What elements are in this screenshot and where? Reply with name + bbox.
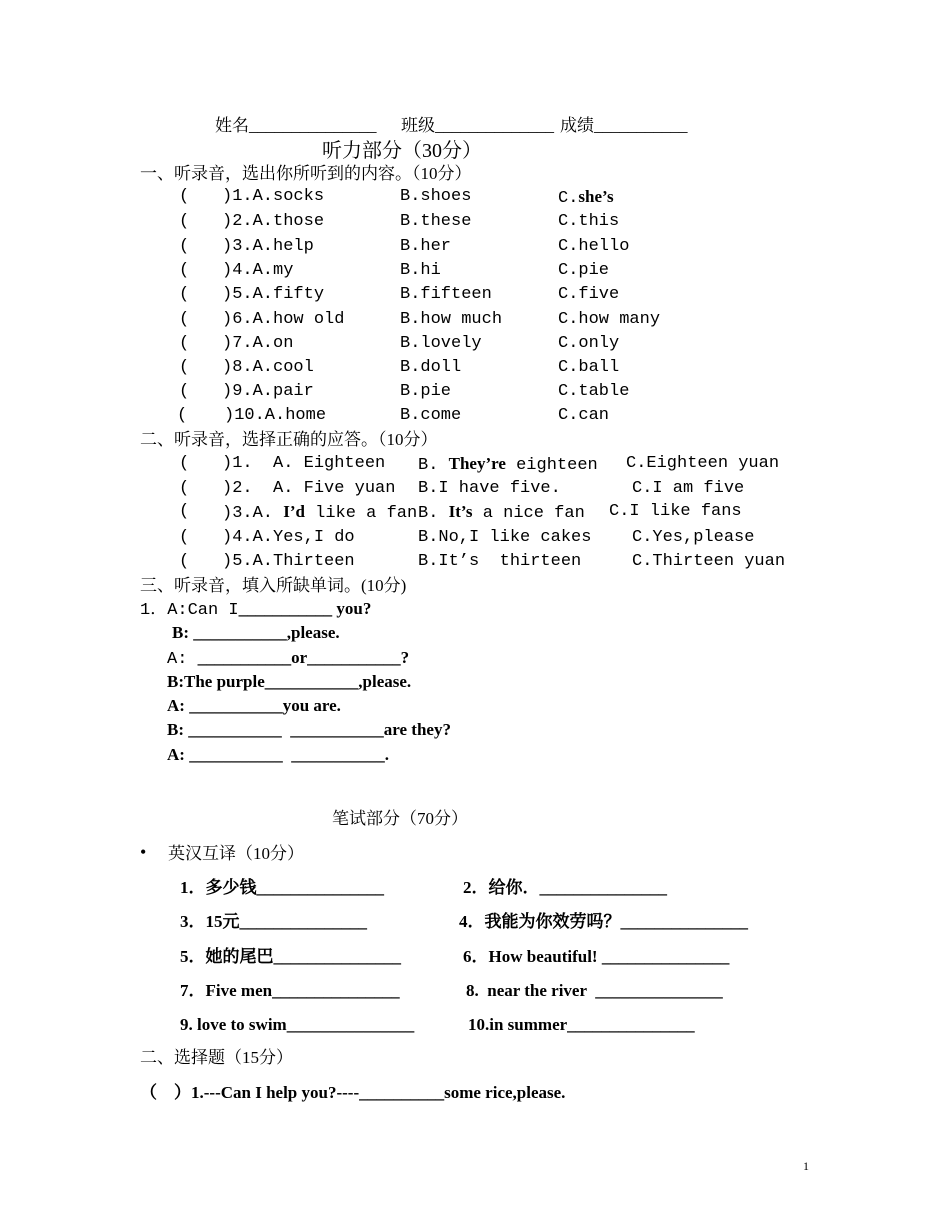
part1-q7-option-c: C.only [558,334,620,353]
part1-q1-option-a: )1.A.socks [222,187,325,206]
part1-q1-option-b: B.shoes [400,187,472,206]
translate-item-1: 1．多少钱_______________ [180,878,384,897]
part1-heading: 一、听录音，选出你所听到的内容。（10分） [140,164,472,183]
part2-q5-option-a: )5.A.Thirteen [222,552,355,571]
part2-q5-option-b: B.It’s thirteen [418,552,582,571]
part1-q2-paren: ( [179,212,190,231]
part2-q1-paren: ( [179,454,190,473]
part3-heading: 三、听录音，填入所缺单词。(10分) [140,576,407,595]
part1-q10-option-b: B.come [400,406,462,425]
part3-line-2: B: ___________,please. [172,623,340,642]
part3-line-4: B:The purple___________,please. [167,672,412,691]
part2-q2-option-a: )2. A. Five yuan [222,479,396,498]
part1-q9-option-a: )9.A.pair [222,382,314,401]
written-section-title: 笔试部分（70分） [332,809,468,828]
part1-q8-option-b: B.doll [400,358,462,377]
part2-q4-option-c: C.Yes,please [632,528,755,547]
part1-q1-paren: ( [179,187,190,206]
part2-heading: 二、听录音，选择正确的应答。（10分） [140,430,438,449]
part2-q1-option-b: B. They’re eighteen [418,454,598,475]
part1-q3-option-a: )3.A.help [222,237,314,256]
score-field-label: 成绩___________ [560,116,688,135]
part1-q5-option-a: )5.A.fifty [222,285,325,304]
part2-q5-paren: ( [179,552,190,571]
part1-q4-option-b: B.hi [400,261,441,280]
part2-q4-option-b: B.No,I like cakes [418,528,592,547]
bullet-icon: • [140,842,147,862]
translate-item-7: 7．Five men_______________ [180,981,400,1000]
part1-q6-option-b: B.how much [400,310,503,329]
part1-q3-option-b: B.her [400,237,452,256]
part1-q10-option-a: )10.A.home [224,406,327,425]
translate-item-8: 8. near the river _______________ [466,981,723,1000]
part2-q3-option-b: B. It’s a nice fan [418,502,585,523]
part2-q4-option-a: )4.A.Yes,I do [222,528,355,547]
part1-q10-paren: ( [177,406,188,425]
translate-item-4: 4．我能为你效劳吗？_______________ [459,912,748,931]
translate-item-5: 5．她的尾巴_______________ [180,947,401,966]
translate-heading: 英汉互译（10分） [168,844,304,863]
part2-q3-option-a: )3.A. I’d like a fan [222,502,418,523]
part3-line-6: B: ___________ ___________are they? [167,720,451,739]
part2-q5-option-c: C.Thirteen yuan [632,552,786,571]
part1-q5-option-c: C.five [558,285,620,304]
translate-item-3: 3．15元_______________ [180,912,367,931]
translate-item-2: 2．给你．_______________ [463,878,667,897]
part1-q10-option-c: C.can [558,406,610,425]
part2-q1-option-a: )1. A. Eighteen [222,454,386,473]
class-field-label: 班级______________ [401,116,554,135]
part1-q8-option-c: C.ball [558,358,620,377]
translate-item-6: 6．How beautiful! _______________ [463,947,730,966]
part1-q5-option-b: B.fifteen [400,285,492,304]
name-field-label: 姓名_______________ [215,116,377,135]
part1-q7-option-b: B.lovely [400,334,482,353]
part1-q2-option-c: C.this [558,212,620,231]
part1-q4-option-a: )4.A.my [222,261,294,280]
part1-q1-option-c: C.she’s [558,187,614,208]
choice-heading: 二、选择题（15分） [140,1048,293,1067]
part1-q3-option-c: C.hello [558,237,630,256]
part1-q2-option-b: B.these [400,212,472,231]
part2-q2-option-b: B.I have five. [418,479,561,498]
part1-q3-paren: ( [179,237,190,256]
translate-item-9: 9. love to swim_______________ [180,1015,415,1034]
part1-q6-option-a: )6.A.how old [222,310,345,329]
part1-q9-paren: ( [179,382,190,401]
part3-line-3: A: ___________or___________? [167,648,410,669]
part1-q4-option-c: C.pie [558,261,610,280]
part1-q2-option-a: )2.A.those [222,212,325,231]
part2-q3-option-c: C.I like fans [609,502,742,521]
part3-line-5: A: ___________you are. [167,696,341,715]
part1-q8-option-a: )8.A.cool [222,358,314,377]
choice-question-1: （ ）1.---Can I help you?----__________some rice,please. [140,1083,566,1102]
part1-q4-paren: ( [179,261,190,280]
part1-q7-paren: ( [179,334,190,353]
part2-q4-paren: ( [179,528,190,547]
part1-q9-option-c: C.table [558,382,630,401]
page-number: 1 [803,1159,809,1173]
part2-q1-option-c: C.Eighteen yuan [626,454,780,473]
part1-q8-paren: ( [179,358,190,377]
part1-q6-paren: ( [179,310,190,329]
part1-q5-paren: ( [179,285,190,304]
part2-q3-paren: ( [179,502,190,521]
listening-section-title: 听力部分（30分） [322,140,482,162]
part1-q7-option-a: )7.A.on [222,334,294,353]
part3-line-1: 1．A:Can I___________ you? [140,599,372,620]
part2-q2-paren: ( [179,479,190,498]
part3-line-7: A: ___________ ___________. [167,745,389,764]
part1-q9-option-b: B.pie [400,382,452,401]
part1-q6-option-c: C.how many [558,310,661,329]
translate-item-10: 10.in summer_______________ [468,1015,695,1034]
part2-q2-option-c: C.I am five [632,479,745,498]
